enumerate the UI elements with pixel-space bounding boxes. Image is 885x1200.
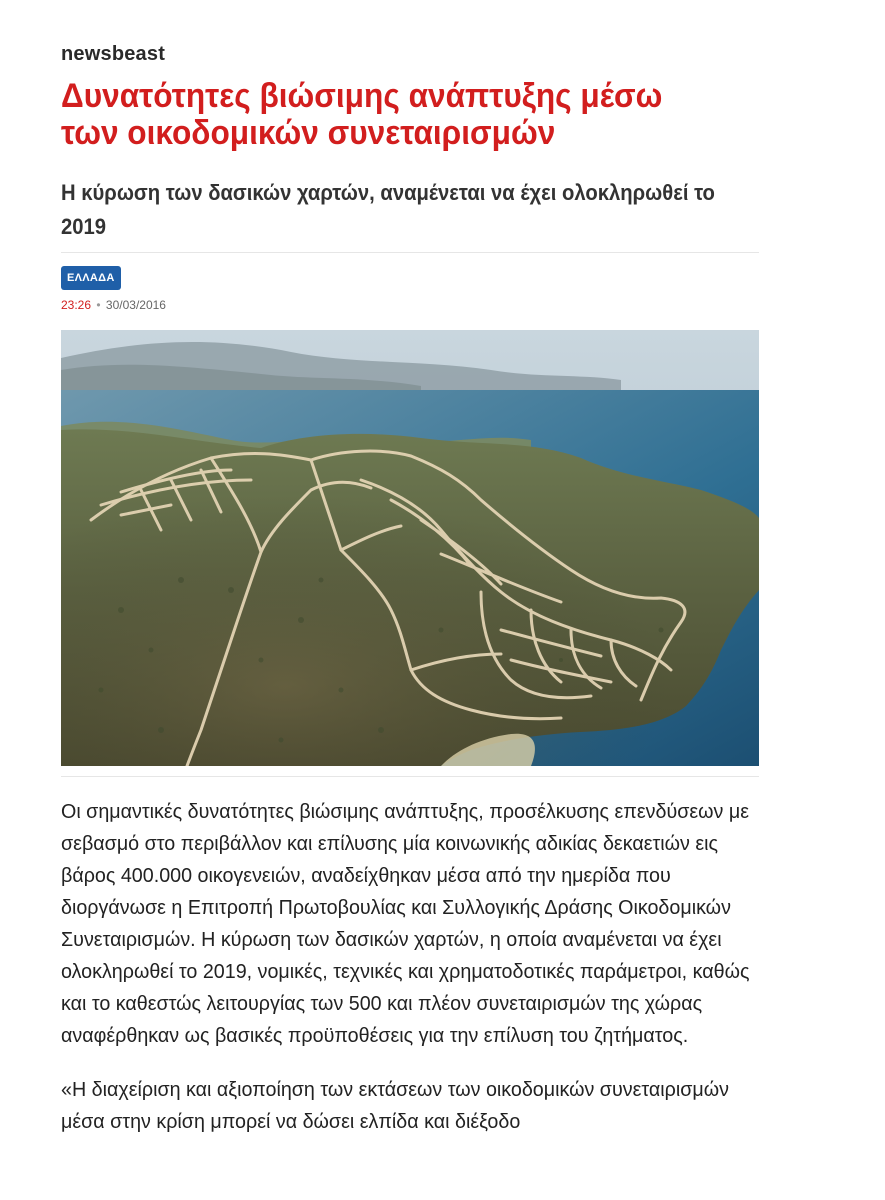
article-timestamp	[61, 297, 166, 313]
article-body	[61, 796, 771, 1160]
article-paragraph: «Η διαχείριση και αξιοποίηση των εκτάσεων των οικοδομικών συνεταιρισμών μέσα στην κρίση μπορεί να δώσει ελπίδα και διέξοδο	[61, 1079, 729, 1133]
divider	[61, 776, 759, 777]
timestamp-separator: •	[96, 298, 101, 312]
publish-date: 30/03/2016	[105, 298, 166, 312]
publish-time: 23:26	[61, 298, 92, 312]
article-subtitle: Η κύρωση των δασικών χαρτών, αναμένεται να έχει ολοκληρωθεί το 2019	[61, 180, 715, 239]
hero-image	[61, 330, 759, 766]
divider	[61, 252, 759, 253]
category-badge[interactable]: ΕΛΛΑΔΑ	[61, 266, 121, 290]
article-headline: Δυνατότητες βιώσιμης ανάπτυξης μέσω των οικοδομικών συνεταιρισμών	[61, 77, 663, 152]
site-logo[interactable]: newsbeast	[61, 43, 166, 65]
article-paragraph: Οι σημαντικές δυνατότητες βιώσιμης ανάπτυξης, προσέλκυσης επενδύσεων με σεβασμό στο περιβάλλον και επίλυσης μία κοινωνικής αδικίας δεκαετιών εις βάρος 400.000 οικογενειών, αναδείχθηκαν μέσα από την ημερίδα που διοργάνωσε η Επιτροπή Πρωτοβουλίας και Συλλογικής Δράσης Οικοδομικών Συνεταιρισμών. Η κύρωση των δασικών χαρτών, η οποία αναμένεται να έχει ολοκληρωθεί το 2019, νομικές, τεχνικές και χρηματοδοτικές παράμετροι, καθώς και το καθεστώς λειτουργίας των 500 και πλέον συνεταιρισμών της χώρας αναφέρθηκαν ως βασικές προϋποθέσεις για την επίλυση του ζητήματος.	[61, 801, 750, 1047]
